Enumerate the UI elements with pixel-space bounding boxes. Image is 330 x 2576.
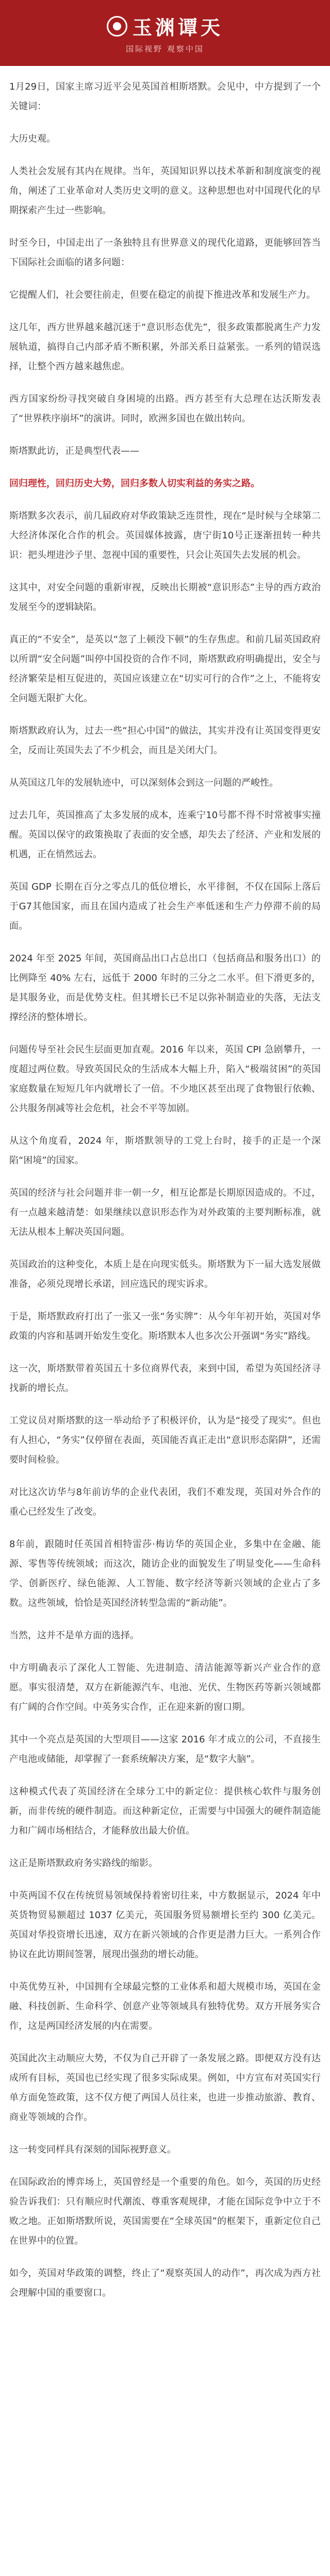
- article-paragraph: 西方国家纷纷寻找突破自身困境的出路。西方甚至有大总理在达沃斯发表了“世界秩序崩坏”的演讲。同时，欧洲多国也在做出转向。: [9, 394, 321, 424]
- article-paragraph: 中英优势互补，中国拥有全球最完整的工业体系和超大规模市场，英国在金融、科技创新、生命科学、创意产业等领域具有独特优势。双方开展务实合作，这是两国经济发展的内在需要。: [9, 1981, 321, 2031]
- article-paragraph: 这几年，西方世界越来越沉迷于“意识形态优先”，很多政策都脱离生产力发展轨道，搞得自己内部矛盾不断积累，外部关系日益紧张。一系列的错误选择，让整个西方越来越焦虑。: [9, 322, 321, 372]
- article-paragraph: 它提醒人们，社会要往前走，但要在稳定的前提下推进改革和发展生产力。: [9, 290, 316, 300]
- article-paragraph: 工党议员对斯塔默的这一举动给予了积极评价，认为是“接受了现实”。但也有人担心，“务实”仅停留在表面，英国能否真正走出“意识形态陷阱”，还需要时间检验。: [9, 1415, 321, 1465]
- article-paragraph: 在国际政治的博弈场上，英国曾经是一个重要的角色。如今，英国的历史经验告诉我们：只有顺应时代潮流、尊重客观规律，才能在国际竞争中立于不败之地。正如斯塔默所说，英国需要在“全球英国”的框架下，重新定位自己在世界中的位置。: [9, 2177, 321, 2246]
- article-paragraph: 这一转变同样具有深刻的国际视野意义。: [9, 2144, 176, 2155]
- article-paragraph: 这其中，对安全问题的重新审视，反映出长期被“意识形态”主导的西方政治发展至今的逻辑缺陷。: [9, 582, 321, 613]
- article-paragraph: 如今，英国对华政策的调整，终止了“观察英国人的动作”，再次成为西方社会理解中国的重要窗口。: [9, 2268, 321, 2298]
- article-paragraph: 其中一个亮点是英国的大型项目——这家 2016 年才成立的公司，不直接生产电池或储能，却掌握了一套系统解决方案，是“数字大脑”。: [9, 1734, 321, 1765]
- article-paragraph: 时至今日，中国走出了一条独特且有世界意义的现代化道路，更能够回答当下国际社会面临的诸多问题：: [9, 238, 321, 268]
- article-paragraph: 中英两国不仅在传统贸易领域保持着密切往来，中方数据显示，2024 年中英货物贸易额超过 1037 亿美元，英国服务贸易额增长至约 300 亿美元。英国对华投资增长迅速，双方在新兴领域的合作更是潜力巨大。一系列合作协议在此访期间签署，展现出强劲的增长动能。: [9, 1890, 321, 1960]
- article-body: [0, 77, 330, 2316]
- article-paragraph: 从英国这几年的发展轨迹中，可以深刻体会到这一问题的严峻性。: [9, 777, 278, 788]
- article-paragraph: 大历史观。: [9, 133, 56, 144]
- brand-row: [107, 12, 223, 40]
- highlighted-paragraph: 回归理性，回归历史大势，回归多数人切实利益的务实之路。: [9, 478, 260, 489]
- article-paragraph: 于是，斯塔默政府打出了一张又一张“务实牌”：从今年年初开始，英国对华政策的内容和基调开始发生变化。斯塔默本人也多次公开强调“务实”路线。: [9, 1311, 321, 1342]
- article-paragraph: 1月29日，国家主席习近平会见英国首相斯塔默。会见中，中方提到了一个关键词：: [9, 81, 321, 112]
- header-banner: [0, 0, 330, 66]
- article-paragraph: 斯塔默政府认为，过去一些“担心中国”的做法，其实并没有让英国变得更安全，反而让英国失去了不少机会，而且是关闭大门。: [9, 725, 321, 756]
- article-paragraph: 中方明确表示了深化人工智能、先进制造、清洁能源等新兴产业合作的意愿。事实很清楚，双方在新能源汽车、电池、光伏、生物医药等新兴领域都有广阔的合作空间。中英务实合作，正在迎来新的窗口期。: [9, 1663, 321, 1713]
- article-paragraph: 这一次，斯塔默带着英国五十多位商界代表，来到中国，希望为英国经济寻找新的增长点。: [9, 1363, 321, 1394]
- article-paragraph: 这正是斯塔默政府务实路线的缩影。: [9, 1858, 158, 1869]
- brand-block: [107, 12, 223, 54]
- article-paragraph: 当然，这并不是单方面的选择。: [9, 1630, 139, 1641]
- article-paragraph: 这种模式代表了英国经济在全球分工中的新定位：提供核心软件与服务创新，而非传统的硬件制造。而这种新定位，正需要与中国强大的硬件制造能力和广阔市场相结合，才能释放出最大价值。: [9, 1786, 321, 1836]
- article-paragraph: 2024 年至 2025 年间，英国商品出口占总出口（包括商品和服务出口）的比例降至 40% 左右，远低于 2000 年时的三分之二水平。但下滑更多的，是其服务业，而是优势支柱。但其增长已不足以弥补制造业的失落，无法支撑经济的整体增长。: [9, 953, 321, 1023]
- article-paragraph: 斯塔默多次表示，前几届政府对华政策缺乏连贯性，现在“是时候与全球第二大经济体深化合作的机会。英国媒体披露，唐宁街10号正逐渐扭转一种共识：把头埋进沙子里、忽视中国的重要性，只会让英国失去发展的机会。: [9, 511, 321, 561]
- article-paragraph: 对比这次访华与8年前访华的企业代表团，我们不难发现，英国对外合作的重心已经发生了改变。: [9, 1487, 321, 1517]
- article-paragraph: 斯塔默此访，正是典型代表——: [9, 446, 139, 456]
- article-paragraph: 从这个角度看，2024 年，斯塔默领导的工党上台时，接手的正是一个深陷“困境”的国家。: [9, 1136, 321, 1166]
- brand-tagline: 国际视野 观察中国: [126, 44, 204, 54]
- article-paragraph: 真正的“不安全”，是英以“忽了上顿没下顿”的生存焦虑。和前几届英国政府以所谓“安全问题”叫停中国投资的合作不同，斯塔默政府明确提出，安全与经济繁荣是相互促进的，英国应该建立在“切实可行的合作”之上，不能将安全问题无限扩大化。: [9, 634, 321, 704]
- brand-name: 玉渊谭天: [132, 16, 223, 39]
- circle-seal-icon: [107, 16, 127, 37]
- article-paragraph: 8年前，跟随时任英国首相特雷莎·梅访华的英国企业，多集中在金融、能源、零售等传统领域；而这次，随访企业的面貌发生了明显变化——生命科学、创新医疗、绿色能源、人工智能、数字经济等新兴领域的企业占了多数。这些领域，恰恰是英国经济转型急需的“新动能”。: [9, 1539, 321, 1608]
- article-paragraph: 英国此次主动顺应大势，不仅为自己开辟了一条发展之路。即便双方没有达成所有目标，英国也已经实现了很多实际成果。例如，中方宣布对英国实行单方面免签政策，这不仅方便了两国人员往来，也进一步推动旅游、教育、商业等领域的合作。: [9, 2053, 321, 2123]
- article-paragraph: 英国的经济与社会问题并非一朝一夕，相互论都是长期原因造成的。不过，有一点越来越清楚：如果继续以意识形态作为对外政策的主要判断标准，就无法从根本上解决英国问题。: [9, 1188, 321, 1238]
- article-paragraph: 英国 GDP 长期在百分之零点几的低位增长，水平徘徊，不仅在国际上落后于G7其他国家，而且在国内造成了社会生产率低迷和生产力停滞不前的局面。: [9, 882, 321, 931]
- article-paragraph: 英国政治的这种变化，本质上是在向现实低头。斯塔默为下一届大选发展做准备，必须兑现增长承诺，回应选民的现实诉求。: [9, 1259, 321, 1290]
- article-paragraph: 人类社会发展有其内在规律。当年，英国知识界以技术革新和制度演变的视角，阐述了工业革命对人类历史文明的意义。这种思想也对中国现代化的早期探索产生过一些影响。: [9, 166, 321, 216]
- article-paragraph: 过去几年，英国推高了太多发展的成本，连乘宁10号都不得不时常被事实撞醒。英国以保守的政策换取了表面的安全感，却失去了经济、产业和发展的机遇，正在悄然远去。: [9, 810, 321, 860]
- article-paragraph: 问题传导至社会民生层面更加直观。2016 年以来，英国 CPI 急剧攀升，一度超过两位数。导致英国民众的生活成本大幅上升，陷入“极端贫困”的英国家庭数量在短短几年内就增长了一倍。不少地区甚至出现了食物银行依赖、公共服务削减等社会危机，社会不平等加剧。: [9, 1044, 321, 1114]
